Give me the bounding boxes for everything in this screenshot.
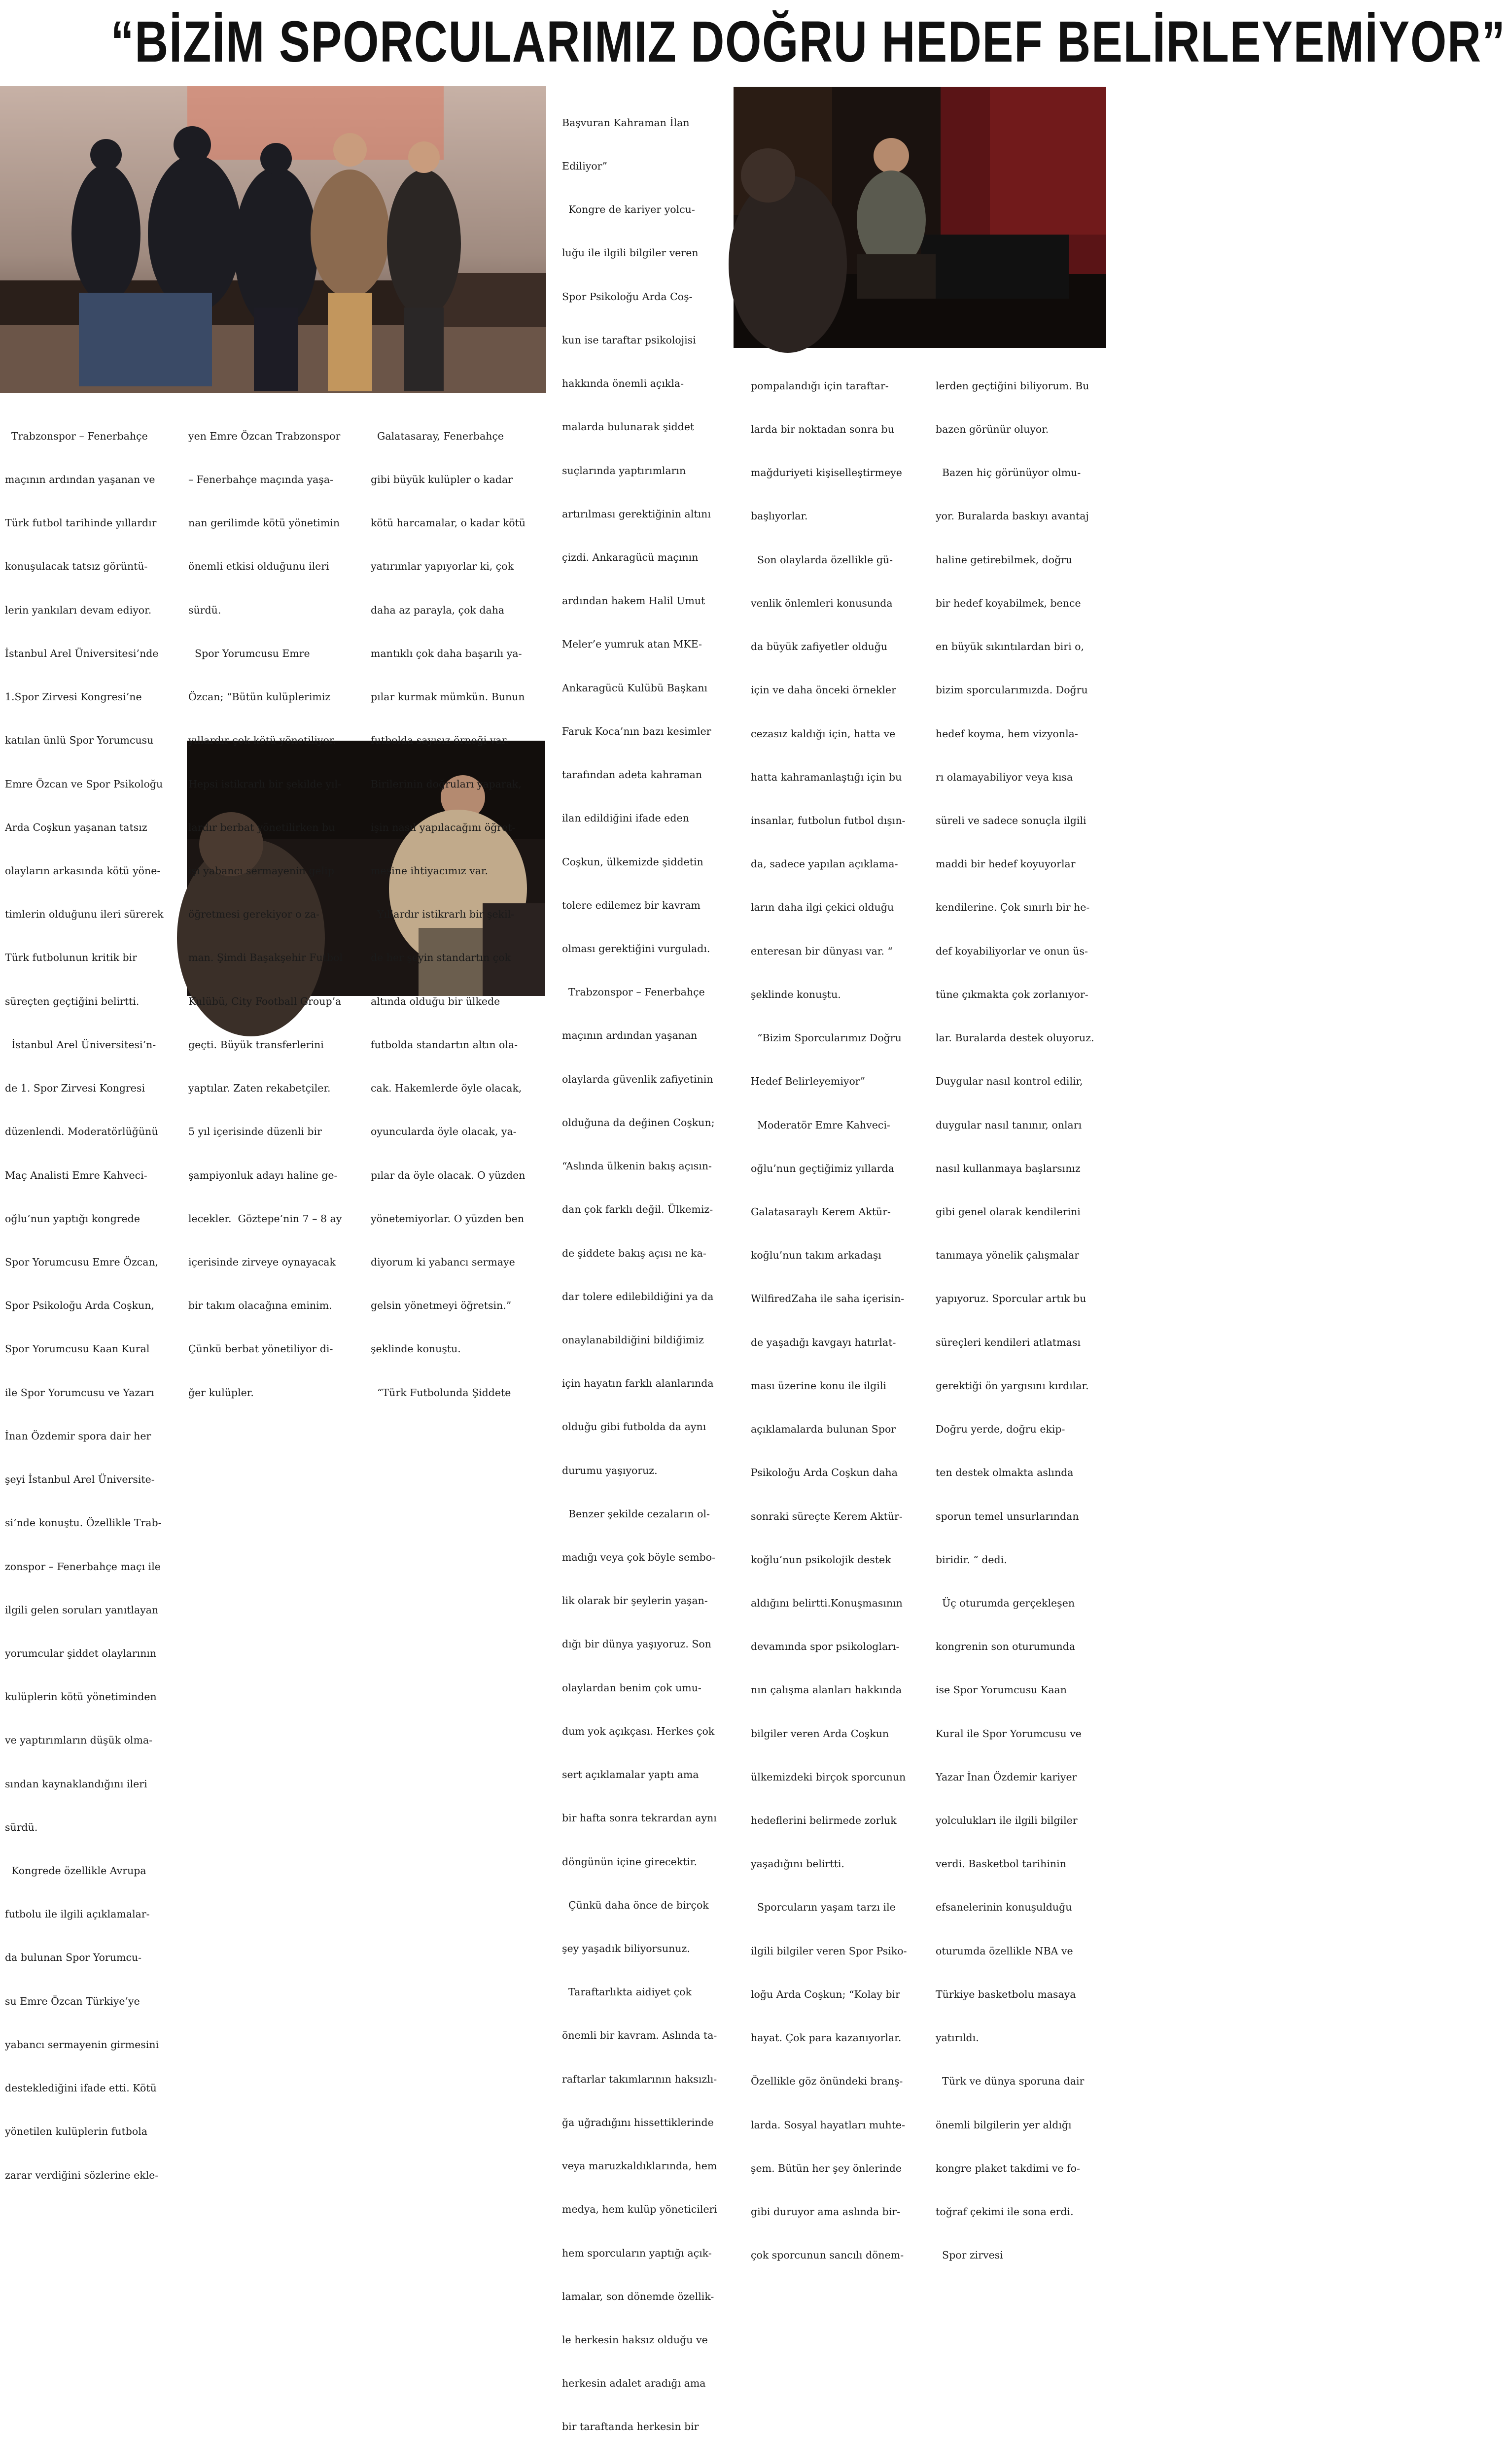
col6-line: gibi genel olarak kendilerini <box>936 1205 1081 1218</box>
col4-line: artırılması gerektiğinin altını <box>562 508 711 520</box>
col2-line: man. Şimdi Başakşehir Futbol <box>188 952 343 964</box>
col4-line: hem sporcuların yaptığı açık- <box>562 2247 712 2259</box>
col6-line: yor. Buralarda baskıyı avantaj <box>936 510 1089 522</box>
col6-line: toğraf çekimi ile sona erdi. <box>936 2206 1074 2218</box>
col1-line: su Emre Özcan Türkiye’ye <box>5 1995 140 2007</box>
col6-line: Kural ile Spor Yorumcusu ve <box>936 1727 1082 1740</box>
page-headline: “BİZİM SPORCULARIMIZ DOĞRU HEDEF BELİRLEYEMİYOR” <box>110 9 1506 74</box>
col5-line: Galatasaraylı Kerem Aktür- <box>751 1205 891 1218</box>
col5-line: mağduriyeti kişiselleştirmeye <box>751 467 902 479</box>
col6-line: maddi bir hedef koyuyorlar <box>936 858 1076 870</box>
col6-line: süreçleri kendileri atlatması <box>936 1336 1081 1348</box>
col6-line: gerektiği ön yargısını kırdılar. <box>936 1379 1089 1392</box>
col6-line: tanımaya yönelik çalışmalar <box>936 1249 1080 1262</box>
col3-line: gibi büyük kulüpler o kadar <box>371 474 513 486</box>
col5-line: bilgiler veren Arda Coşkun <box>751 1727 889 1740</box>
col6-line: biridir. “ dedi. <box>936 1553 1007 1566</box>
col5-line: Hedef Belirleyemiyor” <box>751 1075 866 1088</box>
col2-line: lardır berbat yönetilirken bu <box>188 821 335 833</box>
column-3 <box>371 400 541 1399</box>
col4-line: olaylarda güvenlik zafiyetinin <box>562 1073 713 1085</box>
col1-line: ve yaptırımların düşük olma- <box>5 1734 153 1746</box>
col4-line: dığı bir dünya yaşıyoruz. Son <box>562 1638 711 1650</box>
col4-line: ilan edildiğini ifade eden <box>562 812 689 824</box>
col6-line: kongrenin son oturumunda <box>936 1641 1076 1653</box>
col1-line: yönetilen kulüplerin futbola <box>5 2125 148 2138</box>
col3-line: oyuncularda öyle olacak, ya- <box>371 1126 517 1138</box>
col2-line: Kulübü, City Football Group’a <box>188 995 342 1007</box>
col1-line: timlerin olduğunu ileri sürerek <box>5 908 164 921</box>
col5-line: venlik önlemleri konusunda <box>751 597 893 609</box>
col6-line: hedef koyma, hem vizyonla- <box>936 727 1078 740</box>
col5-line: şem. Bütün her şey önlerinde <box>751 2162 902 2174</box>
col5-line: pompalandığı için taraftar- <box>751 379 889 392</box>
col5-line: sonraki süreçte Kerem Aktür- <box>751 1510 903 1522</box>
col6-line: lar. Buralarda destek oluyoruz. <box>936 1032 1094 1044</box>
col3-line: yatırımlar yapıyorlar ki, çok <box>371 560 514 573</box>
col3-line: pılar kurmak mümkün. Bunun <box>371 691 525 703</box>
col5-line: larda bir noktadan sonra bu <box>751 423 894 436</box>
seated-interview-photo <box>734 87 1106 348</box>
col6-line: verdi. Basketbol tarihinin <box>936 1858 1066 1870</box>
col4-line: kun ise taraftar psikolojisi <box>562 334 696 346</box>
col6-line: ten destek olmakta aslında <box>936 1467 1074 1479</box>
col6-line: sporun temel unsurlarından <box>936 1510 1079 1522</box>
col4-line: veya maruzkaldıklarında, hem <box>562 2160 717 2172</box>
col5-line: hatta kahramanlaştığı için bu <box>751 771 902 783</box>
col6-line: süreli ve sadece sonuçla ilgili <box>936 815 1086 826</box>
col6-line: kongre plaket takdimi ve fo- <box>936 2162 1080 2174</box>
column-2 <box>188 400 356 1399</box>
col5-line: de yaşadığı kavgayı hatırlat- <box>751 1336 896 1348</box>
col1-line: Türk futbol tarihinde yıllardır <box>5 517 157 529</box>
col5-line: Moderatör Emre Kahveci- <box>751 1119 890 1131</box>
col4-line: Taraftarlıkta aidiyet çok <box>562 1986 692 1998</box>
column-5 <box>751 350 921 2261</box>
col5-line: Son olaylarda özellikle gü- <box>751 553 893 566</box>
col3-line: şeklinde konuştu. <box>371 1343 461 1355</box>
col4-line: olaylardan benim çok umu- <box>562 1681 701 1694</box>
col2-line: Özcan; “Bütün kulüplerimiz <box>188 691 331 703</box>
col1-line: şeyi İstanbul Arel Üniversite- <box>5 1473 155 1486</box>
col1-line: İstanbul Arel Üniversitesi’nde <box>5 647 159 659</box>
col2-line: yıllardır çok kötü yönetiliyor. <box>188 734 336 747</box>
col4-line: tarafından adeta kahraman <box>562 769 702 781</box>
col5-line: Sporcuların yaşam tarzı ile <box>751 1901 896 1914</box>
col6-line: rı olamayabiliyor veya kısa <box>936 771 1073 783</box>
col4-line: luğu ile ilgili bilgiler veren <box>562 247 699 259</box>
col6-line: kendilerine. Çok sınırlı bir he- <box>936 901 1090 914</box>
col5-line: larda. Sosyal hayatları muhte- <box>751 2119 905 2131</box>
col1-line: zonspor – Fenerbahçe maçı ile <box>5 1560 161 1573</box>
col1-line: Kongrede özellikle Avrupa <box>5 1865 146 1877</box>
col1-line: Emre Özcan ve Spor Psikoloğu <box>5 778 163 790</box>
col2-line: yen Emre Özcan Trabzonspor <box>188 430 341 442</box>
col1-line: ilgili gelen soruları yanıtlayan <box>5 1604 159 1616</box>
col4-line: lamalar, son dönemde özellik- <box>562 2290 714 2302</box>
col4-line: madığı veya çok böyle sembo- <box>562 1551 716 1564</box>
col4-line: Trabzonspor – Fenerbahçe <box>562 986 705 998</box>
col1-line: İstanbul Arel Üniversitesi’n- <box>5 1038 156 1051</box>
col6-line: bir hedef koyabilmek, bence <box>936 597 1081 609</box>
col5-line: gibi duruyor ama aslında bir- <box>751 2206 901 2218</box>
col3-line: diyorum ki yabancı sermaye <box>371 1256 515 1268</box>
col5-line: devamında spor psikologları- <box>751 1641 900 1653</box>
col1-line: oğlu’nun yaptığı kongrede <box>5 1212 140 1225</box>
col6-line: Yazar İnan Özdemir kariyer <box>936 1771 1077 1783</box>
col6-line: Duygular nasıl kontrol edilir, <box>936 1075 1083 1088</box>
col4-line: durumu yaşıyoruz. <box>562 1464 658 1476</box>
col3-line: Galatasaray, Fenerbahçe <box>371 430 504 442</box>
col4-line: malarda bulunarak şiddet <box>562 421 695 433</box>
col1-line: si’nde konuştu. Özellikle Trab- <box>5 1517 162 1529</box>
col6-line: bazen görünür oluyor. <box>936 423 1049 436</box>
col4-line: Spor Psikoloğu Arda Coş- <box>562 290 693 303</box>
col5-line: da, sadece yapılan açıklama- <box>751 858 898 870</box>
col1-line: de 1. Spor Zirvesi Kongresi <box>5 1082 145 1095</box>
col1-line: desteklediğini ifade etti. Kötü <box>5 2082 157 2094</box>
col4-line: çizdi. Ankaragücü maçının <box>562 551 699 563</box>
col6-line: oturumda özellikle NBA ve <box>936 1945 1073 1957</box>
col4-line: olması gerektiğini vurguladı. <box>562 942 710 955</box>
col4-line: de şiddete bakış açısı ne ka- <box>562 1247 706 1259</box>
col4-line: dan çok farklı değil. Ülkemiz- <box>562 1203 713 1216</box>
col4-line: le herkesin haksız olduğu ve <box>562 2333 708 2346</box>
col2-line: nan gerilimde kötü yönetimin <box>188 517 340 529</box>
col2-line: – Fenerbahçe maçında yaşa- <box>188 474 334 486</box>
col5-line: insanlar, futbolun futbol dışın- <box>751 815 906 826</box>
col6-line: yapıyoruz. Sporcular artık bu <box>936 1293 1086 1305</box>
col5-line: ilgili bilgiler veren Spor Psiko- <box>751 1945 907 1957</box>
col4-line: hakkında önemli açıkla- <box>562 377 684 390</box>
col2-line: Çünkü berbat yönetiliyor di- <box>188 1343 333 1355</box>
col5-line: ması üzerine konu ile ilgili <box>751 1379 886 1392</box>
col6-line: Bazen hiç görünüyor olmu- <box>936 467 1081 479</box>
col4-line: dar tolere edilebildiğini ya da <box>562 1290 714 1302</box>
col2-line: öğretmesi gerekiyor o za- <box>188 908 320 921</box>
col1-line: düzenlendi. Moderatörlüğünü <box>5 1126 158 1138</box>
col4-line: sert açıklamalar yaptı ama <box>562 1769 699 1781</box>
col4-line: onaylanabildiğini bildiğimiz <box>562 1334 704 1346</box>
col1-line: lerin yankıları devam ediyor. <box>5 604 152 616</box>
col4-line: lik olarak bir şeylerin yaşan- <box>562 1595 708 1607</box>
col5-line: aldığını belirtti.Konuşmasının <box>751 1597 903 1609</box>
col5-line: loğu Arda Coşkun; “Kolay bir <box>751 1988 900 2000</box>
col6-line: Doğru yerde, doğru ekip- <box>936 1423 1065 1436</box>
col5-line: enteresan bir dünyası var. “ <box>751 945 893 957</box>
col6-line: ise Spor Yorumcusu Kaan <box>936 1684 1067 1696</box>
col5-line: da büyük zafiyetler olduğu <box>751 641 888 653</box>
col3-line: daha az parayla, çok daha <box>371 604 505 616</box>
col1-line: olayların arkasında kötü yöne- <box>5 865 161 877</box>
col5-line: açıklamalarda bulunan Spor <box>751 1423 896 1436</box>
col4-line: medya, hem kulüp yöneticileri <box>562 2203 717 2216</box>
col6-line: bizim sporcularımızda. Doğru <box>936 684 1088 696</box>
col3-line: pılar da öyle olacak. O yüzden <box>371 1169 525 1181</box>
col4-line: raftarlar takımlarının haksızlı- <box>562 2073 717 2085</box>
col6-line: Üç oturumda gerçekleşen <box>936 1597 1075 1609</box>
col5-line: Psikoloğu Arda Coşkun daha <box>751 1467 898 1479</box>
col6-line: en büyük sıkıntılardan biri o, <box>936 641 1085 653</box>
col2-line: yaptılar. Zaten rekabetçiler. <box>188 1082 331 1095</box>
col5-line: ların daha ilgi çekici olduğu <box>751 901 894 914</box>
col5-line: şeklinde konuştu. <box>751 988 841 1000</box>
col1-line: sından kaynaklandığını ileri <box>5 1778 147 1790</box>
col4-line: Kongre de kariyer yolcu- <box>562 204 695 216</box>
col4-line: Meler’e yumruk atan MKE- <box>562 638 702 650</box>
col3-line: cak. Hakemlerde öyle olacak, <box>371 1082 522 1095</box>
col5-line: WilfiredZaha ile saha içerisin- <box>751 1293 905 1305</box>
col3-line: gelsin yönetmeyi öğretsin.” <box>371 1300 512 1312</box>
col1-line: katılan ünlü Spor Yorumcusu <box>5 734 154 747</box>
col5-line: cezasız kaldığı için, hatta ve <box>751 727 896 740</box>
col3-line: futbolda sayısız örneği var. <box>371 734 509 747</box>
col2-line: lecekler. Göztepe’nin 7 – 8 ay <box>188 1212 342 1225</box>
col2-line: bir takım olacağına eminim. <box>188 1300 332 1312</box>
col4-line: için hayatın farklı alanlarında <box>562 1377 714 1390</box>
col4-line: dum yok açıkçası. Herkes çok <box>562 1725 715 1737</box>
col3-line: mantıklı çok daha başarılı ya- <box>371 647 522 659</box>
col5-line: Özellikle göz önündeki branş- <box>751 2075 903 2088</box>
col5-line: hayat. Çok para kazanıyorlar. <box>751 2032 902 2044</box>
col1-line: ile Spor Yorumcusu ve Yazarı <box>5 1386 154 1399</box>
col1-line: Spor Psikoloğu Arda Coşkun, <box>5 1300 155 1312</box>
col6-line: önemli bilgilerin yer aldığı <box>936 2119 1072 2131</box>
col1-line: Maç Analisti Emre Kahveci- <box>5 1169 147 1181</box>
col6-line: nasıl kullanmaya başlarsınız <box>936 1162 1081 1174</box>
col1-line: süreçten geçtiğini belirtti. <box>5 995 140 1007</box>
col1-line: futbolu ile ilgili açıklamalar- <box>5 1908 150 1920</box>
col5-line: nın çalışma alanları hakkında <box>751 1684 902 1696</box>
col1-line: Trabzonspor – Fenerbahçe <box>5 430 148 442</box>
col4-line: “Aslında ülkenin bakış açısın- <box>562 1160 712 1172</box>
col1-line: yorumcular şiddet olaylarının <box>5 1647 157 1659</box>
col4-line: Ediliyor” <box>562 160 607 172</box>
col4-line: ğa uğradığını hissettiklerinde <box>562 2116 714 2128</box>
col6-line: Spor zirvesi <box>936 2249 1003 2261</box>
col3-line: futbolda standartın altın ola- <box>371 1038 518 1051</box>
col4-line: Faruk Koca’nın bazı kesimler <box>562 725 711 737</box>
col1-line: Spor Yorumcusu Emre Özcan, <box>5 1256 159 1268</box>
col1-line: yabancı sermayenin girmesini <box>5 2038 159 2051</box>
col5-line: çok sporcunun sancılı dönem- <box>751 2249 904 2261</box>
col2-line: sürdü. <box>188 604 221 616</box>
col6-line: Türkiye basketbolu masaya <box>936 1988 1076 2000</box>
col2-line: ğer kulüpler. <box>188 1386 254 1399</box>
col4-line: olduğu gibi futbolda da aynı <box>562 1421 706 1433</box>
col1-line: sürdü. <box>5 1821 38 1833</box>
stage-group-photo <box>0 86 546 393</box>
col3-line: işin nasıl yapılacağını öğret- <box>371 821 516 833</box>
col4-line: tolere edilemez bir kavram <box>562 899 700 911</box>
col5-line: yaşadığını belirtti. <box>751 1858 844 1870</box>
col1-line: konuşulacak tatsız görüntü- <box>5 560 148 573</box>
col2-line: Spor Yorumcusu Emre <box>188 647 310 659</box>
col1-line: zarar verdiğini sözlerine ekle- <box>5 2169 159 2181</box>
col6-line: efsanelerinin konuşulduğu <box>936 1901 1072 1914</box>
col2-line: geçti. Büyük transferlerini <box>188 1038 324 1051</box>
column-1 <box>5 400 173 2181</box>
col4-line: olduğuna da değinen Coşkun; <box>562 1116 715 1129</box>
col5-line: başlıyorlar. <box>751 510 808 522</box>
col3-line: altında olduğu bir ülkede <box>371 995 500 1007</box>
col4-line: ardından hakem Halil Umut <box>562 595 705 607</box>
col3-line: “Türk Futbolunda Şiddete <box>371 1386 511 1399</box>
col5-line: koğlu’nun takım arkadaşı <box>751 1249 881 1262</box>
col4-line: Coşkun, ülkemizde şiddetin <box>562 856 703 868</box>
col2-line: şampiyonluk adayı haline ge- <box>188 1169 338 1181</box>
col1-line: Türk futbolunun kritik bir <box>5 952 137 964</box>
col6-line: Türk ve dünya sporuna dair <box>936 2075 1085 2088</box>
col2-line: 5 yıl içerisinde düzenli bir <box>188 1126 322 1138</box>
col4-line: bir taraftanda herkesin bir <box>562 2421 699 2433</box>
col4-line: maçının ardından yaşanan <box>562 1029 698 1042</box>
col6-line: yatırıldı. <box>936 2032 979 2044</box>
col4-line: şey yaşadık biliyorsunuz. <box>562 1943 690 1954</box>
col3-line: Yıllardır istikrarlı bir şekil- <box>371 908 515 921</box>
col4-line: döngünün içine girecektir. <box>562 1855 698 1868</box>
col6-line: tüne çıkmakta çok zorlanıyor- <box>936 988 1088 1000</box>
col4-line: Çünkü daha önce de birçok <box>562 1899 709 1911</box>
col4-line: herkesin adalet aradığı ama <box>562 2377 706 2390</box>
col1-line: Arda Coşkun yaşanan tatsız <box>5 821 147 833</box>
col6-line: duygular nasıl tanınır, onları <box>936 1119 1082 1131</box>
col6-line: lerden geçtiğini biliyorum. Bu <box>936 379 1089 392</box>
col5-line: ülkemizdeki birçok sporcunun <box>751 1771 906 1783</box>
col2-line: içerisinde zirveye oynayacak <box>188 1256 336 1268</box>
col4-line: önemli bir kavram. Aslında ta- <box>562 2029 717 2042</box>
col1-line: 1.Spor Zirvesi Kongresi’ne <box>5 691 142 703</box>
col5-line: hedeflerini belirmede zorluk <box>751 1814 897 1827</box>
col4-line: suçlarında yaptırımların <box>562 464 686 477</box>
col5-line: koğlu’nun psikolojik destek <box>751 1553 891 1566</box>
col1-line: kulüplerin kötü yönetiminden <box>5 1691 157 1703</box>
col2-line: önemli etkisi olduğunu ileri <box>188 560 329 573</box>
col3-line: mesine ihtiyacımız var. <box>371 865 489 877</box>
col6-line: yolculukları ile ilgili bilgiler <box>936 1814 1078 1827</box>
col1-line: İnan Özdemir spora dair her <box>5 1430 151 1442</box>
col3-line: kötü harcamalar, o kadar kötü <box>371 517 526 529</box>
col5-line: oğlu’nun geçtiğimiz yıllarda <box>751 1162 895 1174</box>
col4-line: bir hafta sonra tekrardan aynı <box>562 1812 717 1824</box>
col4-line: Başvuran Kahraman İlan <box>562 116 690 129</box>
col1-line: maçının ardından yaşanan ve <box>5 474 155 486</box>
col1-line: da bulunan Spor Yorumcu- <box>5 1951 142 1964</box>
col2-line: Hepsi istikrarlı bir şekilde yıl- <box>188 778 342 790</box>
col3-line: de her şeyin standartın çok <box>371 952 511 964</box>
column-6 <box>936 350 1106 2261</box>
col5-line: için ve daha önceki örnekler <box>751 684 896 696</box>
col4-line: Benzer şekilde cezaların ol- <box>562 1507 710 1520</box>
col3-line: Birilerinin doğruları yaparak, <box>371 778 522 790</box>
col5-line: “Bizim Sporcularımız Doğru <box>751 1032 902 1044</box>
column-4 <box>562 87 730 2433</box>
col6-line: haline getirebilmek, doğru <box>936 553 1073 566</box>
col4-line: Ankaragücü Kulübü Başkanı <box>562 682 708 694</box>
col1-line: Spor Yorumcusu Kaan Kural <box>5 1343 150 1355</box>
col6-line: def koyabiliyorlar ve onun üs- <box>936 945 1088 957</box>
col2-line: işi yabancı sermayenin gelip <box>188 865 334 877</box>
col3-line: yönetemiyorlar. O yüzden ben <box>371 1212 525 1225</box>
